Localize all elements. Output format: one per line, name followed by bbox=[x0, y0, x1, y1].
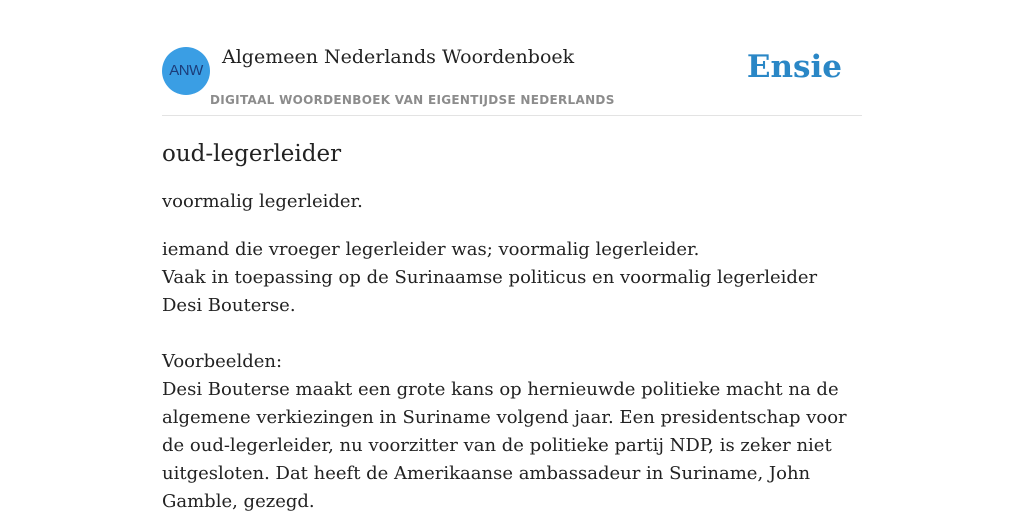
definition-text: iemand die vroeger legerleider was; voormalig legerleider. bbox=[162, 239, 700, 260]
entry-headword: oud-legerleider bbox=[162, 141, 342, 167]
ensie-logo[interactable]: Ensie bbox=[746, 49, 842, 85]
example-text: Desi Bouterse maakt een grote kans op hernieuwde politieke macht na de algemene verkiezingen in Suriname volgend jaar. Een presidentschap voor de oud-legerleider, nu voorzitter van de politieke partij NDP, is zeker niet uitgesloten. Dat heeft de Amerikaanse ambassadeur in Suriname, John Gamble, gezegd. bbox=[162, 379, 847, 512]
site-header bbox=[162, 40, 862, 116]
usage-note: Vaak in toepassing op de Surinaamse politicus en voormalig legerleider Desi Bouterse. bbox=[162, 267, 818, 316]
dictionary-subtitle: DIGITAAL WOORDENBOEK VAN EIGENTIJDSE NEDERLANDS bbox=[210, 93, 615, 107]
dictionary-title[interactable]: Algemeen Nederlands Woordenboek bbox=[222, 46, 575, 68]
entry-content bbox=[162, 138, 862, 512]
short-definition: voormalig legerleider. bbox=[162, 191, 363, 212]
paragraph-gap bbox=[162, 320, 862, 348]
definition-block bbox=[162, 236, 862, 512]
anw-logo[interactable]: ANW bbox=[162, 47, 210, 95]
examples-label: Voorbeelden: bbox=[162, 351, 283, 372]
